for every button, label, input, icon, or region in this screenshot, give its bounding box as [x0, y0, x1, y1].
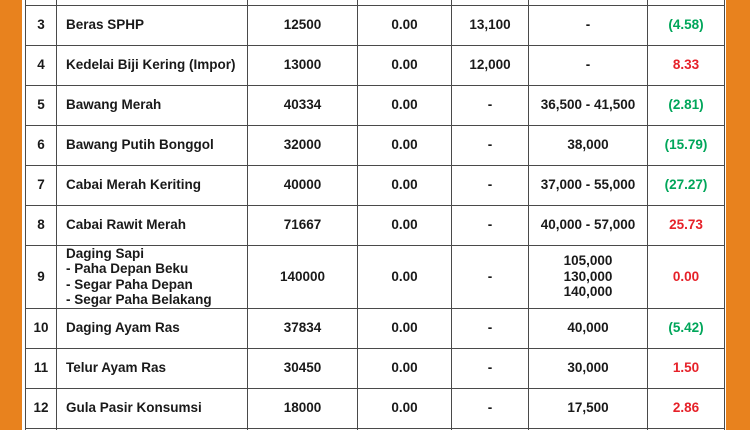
cell-price: 71667 [248, 205, 358, 245]
table-row [26, 45, 725, 85]
table-row [26, 308, 725, 348]
cell-price: 40000 [248, 165, 358, 205]
cell-price-range: 40,000 [529, 308, 648, 348]
cell-row-number: 10 [26, 308, 57, 348]
cell-percent-change: (4.58) [648, 5, 725, 45]
cell-reference-price: - [452, 125, 529, 165]
cell-percent-change: 25.73 [648, 205, 725, 245]
table-row [26, 348, 725, 388]
cell-reference-price: - [452, 308, 529, 348]
cell-price: 30450 [248, 348, 358, 388]
cell-price-range: - [529, 5, 648, 45]
cell-commodity-name: Daging Ayam Ras [57, 308, 248, 348]
cell-percent-change: 1.50 [648, 348, 725, 388]
cell-row-number: 8 [26, 205, 57, 245]
cell-reference-price: - [452, 348, 529, 388]
cell-price: 32000 [248, 125, 358, 165]
cell-change-value: 0.00 [358, 125, 452, 165]
price-table [25, 0, 725, 430]
cell-row-number: 7 [26, 165, 57, 205]
cell-percent-change: 2.86 [648, 388, 725, 428]
cell-commodity-name: Gula Pasir Konsumsi [57, 388, 248, 428]
table-row [26, 388, 725, 428]
cell-row-number: 11 [26, 348, 57, 388]
cell-change-value: 0.00 [358, 5, 452, 45]
cell-change-value: 0.00 [358, 165, 452, 205]
cell-change-value: 0.00 [358, 308, 452, 348]
cell-price: 37834 [248, 308, 358, 348]
cell-change-value: 0.00 [358, 348, 452, 388]
cell-commodity-name: Beras SPHP [57, 5, 248, 45]
cell-change-value: 0.00 [358, 45, 452, 85]
cell-row-number: 12 [26, 388, 57, 428]
cell-price: 13000 [248, 45, 358, 85]
cell-percent-change: (2.81) [648, 85, 725, 125]
cell-price: 12500 [248, 5, 358, 45]
cell-price: 18000 [248, 388, 358, 428]
table-row [26, 5, 725, 45]
cell-percent-change: (5.42) [648, 308, 725, 348]
cell-row-number: 4 [26, 45, 57, 85]
cell-change-value: 0.00 [358, 85, 452, 125]
cell-price-range: 36,500 - 41,500 [529, 85, 648, 125]
cell-row-number: 9 [26, 245, 57, 308]
cell-change-value: 0.00 [358, 388, 452, 428]
cell-commodity-name: Bawang Merah [57, 85, 248, 125]
cell-row-number: 5 [26, 85, 57, 125]
cell-price: 140000 [248, 245, 358, 308]
cell-price-range: 40,000 - 57,000 [529, 205, 648, 245]
cell-change-value: 0.00 [358, 205, 452, 245]
cell-commodity-name: Telur Ayam Ras [57, 348, 248, 388]
cell-commodity-name: Kedelai Biji Kering (Impor) [57, 45, 248, 85]
price-table-body [26, 0, 725, 430]
cell-price-range: 17,500 [529, 388, 648, 428]
cell-percent-change: 0.00 [648, 245, 725, 308]
cell-price-range: 37,000 - 55,000 [529, 165, 648, 205]
cell-price-range: 38,000 [529, 125, 648, 165]
left-accent-bar [0, 0, 22, 430]
cell-reference-price: - [452, 85, 529, 125]
cell-price-range: - [529, 45, 648, 85]
cell-price-range: 105,000 130,000 140,000 [529, 245, 648, 308]
cell-reference-price: 12,000 [452, 45, 529, 85]
cell-reference-price: 13,100 [452, 5, 529, 45]
cell-change-value: 0.00 [358, 245, 452, 308]
cell-percent-change: (15.79) [648, 125, 725, 165]
table-row [26, 125, 725, 165]
cell-percent-change: 8.33 [648, 45, 725, 85]
cell-commodity-name: Cabai Rawit Merah [57, 205, 248, 245]
cell-reference-price: - [452, 388, 529, 428]
table-row [26, 85, 725, 125]
table-row [26, 245, 725, 308]
cell-reference-price: - [452, 205, 529, 245]
table-row [26, 205, 725, 245]
cell-commodity-name: Cabai Merah Keriting [57, 165, 248, 205]
cell-commodity-name: Daging Sapi - Paha Depan Beku - Segar Paha Depan - Segar Paha Belakang [57, 245, 248, 308]
cell-percent-change: (27.27) [648, 165, 725, 205]
cell-reference-price: - [452, 165, 529, 205]
cell-commodity-name: Bawang Putih Bonggol [57, 125, 248, 165]
cell-price-range: 30,000 [529, 348, 648, 388]
cell-reference-price: - [452, 245, 529, 308]
right-accent-bar [726, 0, 750, 430]
cell-row-number: 6 [26, 125, 57, 165]
cell-price: 40334 [248, 85, 358, 125]
commodity-price-table [25, 0, 725, 430]
table-row [26, 165, 725, 205]
cell-row-number: 3 [26, 5, 57, 45]
